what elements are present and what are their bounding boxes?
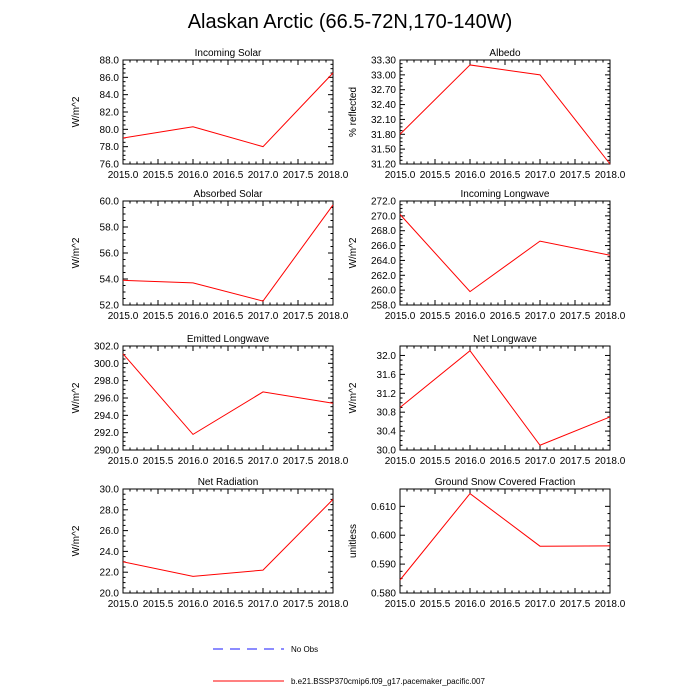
- x-tick-label: 2018.0: [594, 311, 626, 322]
- x-tick-label: 2017.5: [559, 311, 591, 322]
- y-tick-label: 258.0: [370, 300, 396, 312]
- legend-model-label: b.e21.BSSP370cmip6.f09_g17.pacemaker_pacific.007: [291, 677, 485, 686]
- figure-title: Alaskan Arctic (66.5-72N,170-140W): [187, 11, 513, 33]
- legend: [213, 645, 485, 686]
- y-tick-label: 76.0: [99, 159, 119, 171]
- plot-frame: [400, 201, 610, 305]
- y-tick-label: 264.0: [370, 255, 396, 267]
- x-tick-label: 2016.5: [212, 456, 244, 467]
- y-axis-label: W/m^2: [71, 382, 82, 414]
- y-tick-label: 78.0: [99, 142, 119, 154]
- x-tick-label: 2016.5: [212, 599, 244, 610]
- panel-3: [348, 189, 626, 322]
- y-axis-label: W/m^2: [71, 96, 82, 128]
- data-point: [192, 575, 194, 577]
- y-tick-label: 80.0: [99, 124, 119, 136]
- panel-6: [71, 477, 349, 610]
- panels: [71, 48, 626, 610]
- data-point: [122, 561, 124, 563]
- x-tick-label: 2015.0: [107, 170, 139, 181]
- data-point: [399, 213, 401, 215]
- y-tick-label: 290.0: [93, 445, 119, 457]
- y-tick-label: 270.0: [370, 211, 396, 223]
- x-tick-label: 2015.0: [384, 456, 416, 467]
- y-tick-label: 296.0: [93, 393, 119, 405]
- x-tick-label: 2016.0: [454, 456, 486, 467]
- x-tick-label: 2016.0: [454, 599, 486, 610]
- x-tick-label: 2017.5: [559, 456, 591, 467]
- y-tick-label: 0.590: [370, 559, 396, 571]
- data-point: [332, 204, 334, 206]
- series-line: [400, 214, 610, 291]
- panel-title: Incoming Longwave: [460, 189, 550, 200]
- y-tick-label: 272.0: [370, 196, 396, 208]
- x-tick-label: 2016.0: [454, 311, 486, 322]
- x-tick-label: 2015.5: [419, 170, 451, 181]
- x-tick-label: 2015.5: [142, 311, 174, 322]
- data-point: [192, 433, 194, 435]
- x-tick-label: 2017.0: [524, 311, 556, 322]
- y-axis-label: W/m^2: [71, 237, 82, 269]
- x-tick-label: 2015.5: [142, 170, 174, 181]
- x-tick-label: 2016.0: [177, 456, 209, 467]
- data-point: [399, 406, 401, 408]
- panel-title: Net Radiation: [197, 477, 259, 488]
- data-point: [122, 353, 124, 355]
- data-point: [539, 240, 541, 242]
- x-tick-label: 2018.0: [317, 170, 349, 181]
- data-point: [192, 126, 194, 128]
- x-tick-label: 2016.5: [212, 311, 244, 322]
- data-point: [332, 72, 334, 74]
- data-point: [262, 300, 264, 302]
- y-tick-label: 31.20: [370, 159, 396, 171]
- x-tick-label: 2016.0: [177, 170, 209, 181]
- data-point: [399, 133, 401, 135]
- series-line: [400, 351, 610, 446]
- x-tick-label: 2017.0: [247, 456, 279, 467]
- x-tick-label: 2017.5: [559, 170, 591, 181]
- y-tick-label: 302.0: [93, 341, 119, 353]
- panel-4: [71, 334, 349, 467]
- x-tick-label: 2017.0: [524, 170, 556, 181]
- y-tick-label: 22.0: [99, 567, 119, 579]
- x-tick-label: 2015.0: [107, 311, 139, 322]
- panel-title: Net Longwave: [473, 334, 537, 345]
- series-line: [123, 205, 333, 301]
- x-tick-label: 2015.5: [142, 599, 174, 610]
- y-tick-label: 292.0: [93, 428, 119, 440]
- y-tick-label: 88.0: [99, 55, 119, 67]
- y-tick-label: 30.4: [376, 426, 396, 438]
- data-point: [539, 74, 541, 76]
- plot-frame: [400, 60, 610, 164]
- x-tick-label: 2015.5: [419, 456, 451, 467]
- x-tick-label: 2017.5: [282, 599, 314, 610]
- data-point: [262, 391, 264, 393]
- x-tick-label: 2016.5: [489, 170, 521, 181]
- panel-5: [348, 334, 626, 467]
- x-tick-label: 2016.5: [212, 170, 244, 181]
- y-tick-label: 52.0: [99, 300, 119, 312]
- data-point: [469, 64, 471, 66]
- x-tick-label: 2017.5: [282, 311, 314, 322]
- panel-title: Ground Snow Covered Fraction: [434, 477, 576, 488]
- y-axis-label: unitless: [348, 524, 359, 558]
- x-tick-label: 2017.0: [524, 456, 556, 467]
- x-tick-label: 2016.0: [177, 311, 209, 322]
- data-point: [609, 254, 611, 256]
- panel-title: Emitted Longwave: [186, 334, 270, 345]
- y-tick-label: 31.2: [376, 388, 396, 400]
- data-point: [399, 579, 401, 581]
- y-tick-label: 266.0: [370, 241, 396, 253]
- data-point: [609, 163, 611, 165]
- data-point: [122, 279, 124, 281]
- x-tick-label: 2018.0: [594, 170, 626, 181]
- data-point: [332, 402, 334, 404]
- panel-title: Absorbed Solar: [193, 189, 263, 200]
- x-tick-label: 2016.5: [489, 311, 521, 322]
- y-tick-label: 300.0: [93, 358, 119, 370]
- y-tick-label: 26.0: [99, 526, 119, 538]
- x-tick-label: 2017.0: [247, 599, 279, 610]
- x-tick-label: 2018.0: [317, 599, 349, 610]
- x-tick-label: 2017.0: [524, 599, 556, 610]
- y-tick-label: 56.0: [99, 248, 119, 260]
- x-tick-label: 2018.0: [594, 456, 626, 467]
- series-line: [123, 499, 333, 576]
- y-tick-label: 84.0: [99, 90, 119, 102]
- x-tick-label: 2015.0: [384, 599, 416, 610]
- y-tick-label: 30.0: [99, 484, 119, 496]
- y-tick-label: 60.0: [99, 196, 119, 208]
- series-line: [400, 65, 610, 164]
- x-tick-label: 2017.5: [282, 456, 314, 467]
- x-tick-label: 2015.0: [107, 599, 139, 610]
- x-tick-label: 2016.0: [177, 599, 209, 610]
- y-tick-label: 82.0: [99, 107, 119, 119]
- data-point: [192, 282, 194, 284]
- y-tick-label: 260.0: [370, 285, 396, 297]
- panel-title: Incoming Solar: [194, 48, 262, 59]
- x-tick-label: 2015.5: [419, 311, 451, 322]
- series-line: [123, 73, 333, 147]
- y-tick-label: 28.0: [99, 505, 119, 517]
- x-tick-label: 2015.0: [107, 456, 139, 467]
- x-tick-label: 2017.0: [247, 311, 279, 322]
- x-tick-label: 2015.5: [419, 599, 451, 610]
- x-tick-label: 2017.5: [282, 170, 314, 181]
- plot-frame: [123, 201, 333, 305]
- series-line: [123, 354, 333, 435]
- legend-obs-label: No Obs: [291, 645, 319, 654]
- x-tick-label: 2016.5: [489, 456, 521, 467]
- y-tick-label: 33.00: [370, 70, 396, 82]
- y-tick-label: 30.8: [376, 407, 396, 419]
- data-point: [609, 416, 611, 418]
- y-tick-label: 32.70: [370, 85, 396, 97]
- panel-7: [348, 477, 626, 610]
- y-axis-label: W/m^2: [348, 382, 359, 414]
- data-point: [469, 291, 471, 293]
- x-tick-label: 2016.0: [454, 170, 486, 181]
- y-axis-label: W/m^2: [348, 237, 359, 269]
- y-tick-label: 30.0: [376, 445, 396, 457]
- y-tick-label: 54.0: [99, 274, 119, 286]
- y-tick-label: 298.0: [93, 376, 119, 388]
- series-line: [400, 494, 610, 580]
- y-tick-label: 86.0: [99, 72, 119, 84]
- x-tick-label: 2016.5: [489, 599, 521, 610]
- y-axis-label: W/m^2: [71, 525, 82, 557]
- y-tick-label: 262.0: [370, 270, 396, 282]
- y-tick-label: 58.0: [99, 222, 119, 234]
- x-tick-label: 2018.0: [317, 311, 349, 322]
- y-tick-label: 31.80: [370, 129, 396, 141]
- data-point: [122, 137, 124, 139]
- data-point: [262, 569, 264, 571]
- panel-1: [348, 48, 626, 181]
- y-tick-label: 0.600: [370, 530, 396, 542]
- data-point: [469, 350, 471, 352]
- x-tick-label: 2015.0: [384, 311, 416, 322]
- y-tick-label: 0.610: [370, 501, 396, 513]
- y-tick-label: 32.10: [370, 114, 396, 126]
- data-point: [469, 493, 471, 495]
- x-tick-label: 2017.5: [559, 599, 591, 610]
- y-tick-label: 32.0: [376, 350, 396, 362]
- panel-2: [71, 189, 349, 322]
- y-tick-label: 33.30: [370, 55, 396, 67]
- panel-title: Albedo: [489, 48, 521, 59]
- y-tick-label: 24.0: [99, 546, 119, 558]
- y-tick-label: 32.40: [370, 100, 396, 112]
- y-tick-label: 0.580: [370, 588, 396, 600]
- plot-frame: [123, 489, 333, 593]
- data-point: [609, 545, 611, 547]
- y-tick-label: 20.0: [99, 588, 119, 600]
- data-point: [539, 545, 541, 547]
- x-tick-label: 2018.0: [594, 599, 626, 610]
- data-point: [262, 146, 264, 148]
- x-tick-label: 2015.0: [384, 170, 416, 181]
- panel-0: [71, 48, 349, 181]
- x-tick-label: 2018.0: [317, 456, 349, 467]
- data-point: [332, 498, 334, 500]
- y-tick-label: 268.0: [370, 226, 396, 238]
- data-point: [539, 444, 541, 446]
- plot-frame: [123, 60, 333, 164]
- y-tick-label: 31.6: [376, 369, 396, 381]
- y-tick-label: 294.0: [93, 410, 119, 422]
- y-tick-label: 31.50: [370, 144, 396, 156]
- y-axis-label: % reflected: [348, 86, 359, 138]
- x-tick-label: 2017.0: [247, 170, 279, 181]
- x-tick-label: 2015.5: [142, 456, 174, 467]
